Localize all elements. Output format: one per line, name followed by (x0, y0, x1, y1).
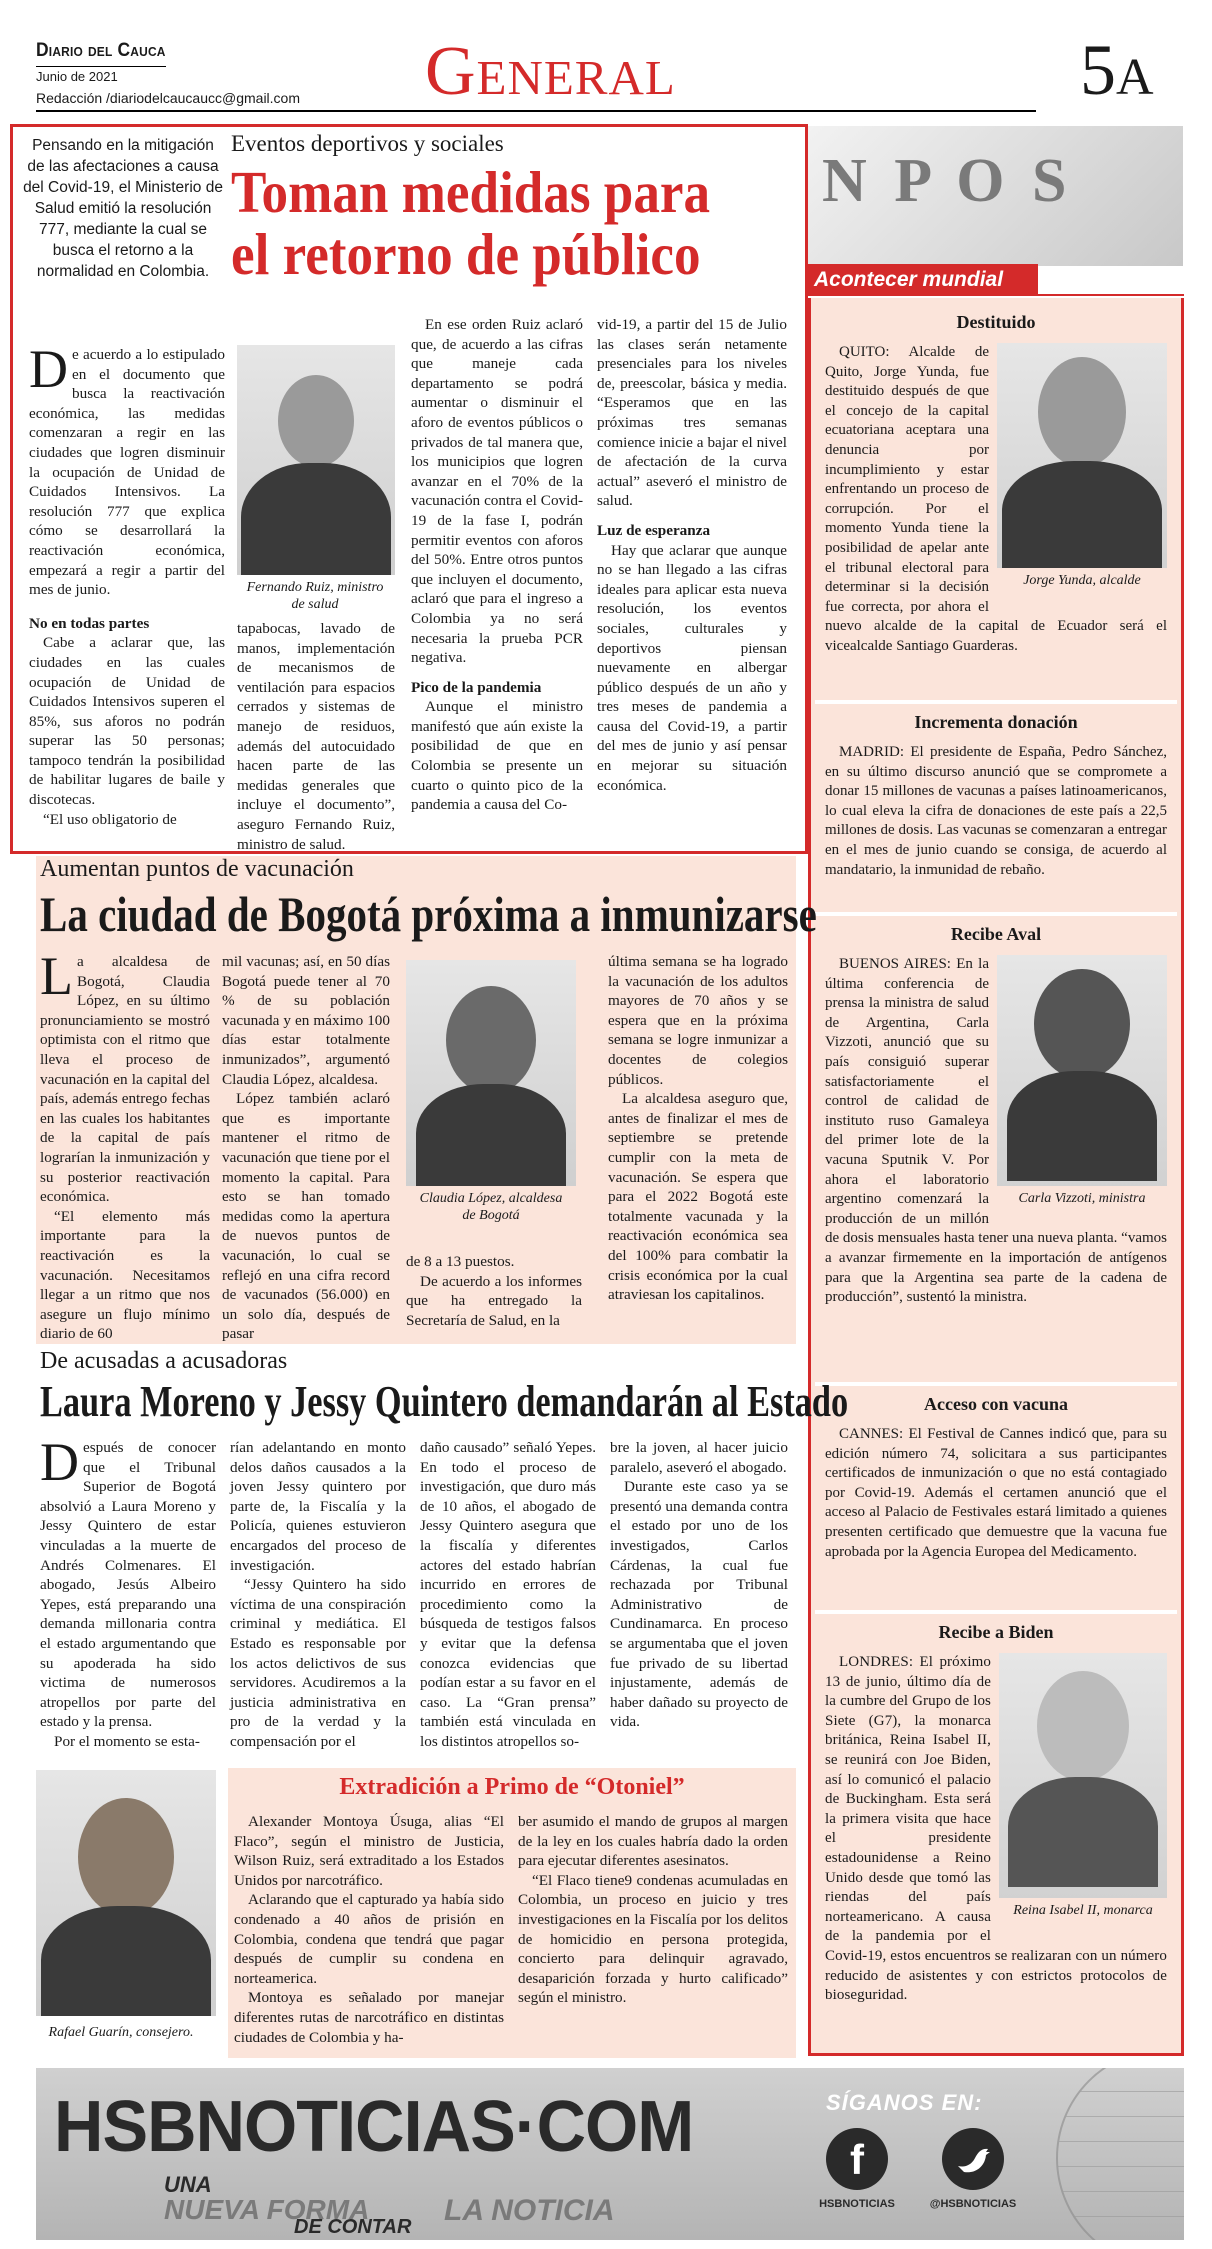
acusadas-col2-p2: “Jessy Quintero ha sido víctima de una conspiración criminal y mediática. El Estado es responsable por los actos delictivos de sus servidores. Acudiremos a la justicia administrativa en pro de la verdad y la compensación por el (230, 1576, 406, 1750)
guarin-photo-body (41, 1906, 211, 2016)
minister-photo (237, 345, 395, 575)
twitter-handle[interactable]: @HSBNOTICIAS (929, 2198, 1017, 2210)
ad-slogan-la-noticia: LA NOTICIA (444, 2194, 615, 2227)
sidebar-item-title: Recibe a Biden (938, 1622, 1054, 1642)
acusadas-column-4 (610, 1438, 788, 1732)
extradicion-col2-p2: “El Flaco tiene9 condenas acumuladas en Colombia, un proceso en juicio y tres investigaciones en la Fiscalía por los delitos de homicidio en persona protegida, concierto para delinquir agravado, desaparición forzada y hurto calificado” según el ministro. (518, 1871, 788, 2007)
masthead (0, 0, 1212, 130)
lead-column-1 (29, 339, 225, 829)
page-number-letter: A (1116, 49, 1154, 106)
twitter-icon[interactable] (942, 2128, 1004, 2190)
section-title: General (425, 33, 676, 110)
footer-ad (36, 2068, 1184, 2240)
extradicion-col1-p2: Aclarando que el capturado ya había sido condenado a 40 años de prisión en Colombia, condena que tendrá que pagar después de cumplir su condena en norteamerica. (234, 1891, 504, 1987)
bogota-col2-p1: mil vacunas; así, en 50 días Bogotá puede tener al 70 % de su población vacunada y en máximo 100 días estar totalmente inmunizados”, argumentó Claudia López, alcaldesa. (222, 953, 390, 1088)
bogota-col4-p2: La alcaldesa aseguro que, antes de finalizar el mes de septiembre se pretende cumplir con la meta de vacunación. Se espera que para el 2022 Bogotá este totalmente vacunada y la reactivación económica sea del 100% para combatir la crisis económica por la cual atraviesan los capitalinos. (608, 1090, 788, 1304)
guarin-photo-head (78, 1798, 174, 1916)
acusadas-col4-p2: Durante este caso ya se presentó una demanda contra el estado por uno de los investigados, Carlos Cárdenas, la cual fue rechazada por Tribunal Administrativo de Cundinamarca. En proceso se argumentaba que el joven fue privado de su libertad injustamente, además de haber dañado su proyecto de vida. (610, 1478, 788, 1731)
sidebar-item-text: MADRID: El presidente de España, Pedro Sánchez, en su último discurso anunció que se compromete a donar 15 millones de vacunas a países latinoamericanos, lo cual eleva la cifra de donaciones de este país a 22,5 millones de dosis. Las vacunas se comenzaran a entregar en el mes de junio cuando se consiga, de acuerdo al mandatario, la inmunidad de rebaño. (825, 744, 1167, 878)
lead-col3-subhead: Pico de la pandemia (411, 678, 542, 696)
bogota-column-4 (608, 952, 788, 1305)
yunda-photo-body (1002, 461, 1162, 571)
bogota-article (36, 856, 817, 1344)
sidebar-item-biden (815, 1612, 1177, 2016)
minister-photo-head (278, 375, 354, 467)
lead-headline: Toman medidas para el retorno de público (231, 159, 710, 287)
bogota-headline: La ciudad de Bogotá próxima a inmunizarse (40, 886, 817, 942)
extradicion-col1-p3: Montoya es señalado por manejar diferentes rutas de narcotráfico en distintas ciudades de Colombia y ha- (234, 1989, 504, 2046)
yunda-caption: Jorge Yunda, alcalde (997, 568, 1167, 593)
acusadas-column-1 (40, 1432, 216, 1752)
lead-col4-subhead: Luz de esperanza (597, 521, 711, 539)
lead-col4-p2: Hay que aclarar que aunque no se han llegado a las cifras ideales para aplicar esta nueva resolución, los eventos sociales, culturales y deportivos piensan nuevamente en albergar público después de un año y tres meses de pandemia a causa del Covid-19, a partir del mes de junio y así pensar en mejorar su situación económica. (597, 541, 787, 794)
queen-photo (999, 1653, 1167, 1923)
lead-col1-p1: De acuerdo a lo estipulado en el documento que busca la reactivación económica, las medidas comenzaran a regir en las ciudades que logren disminuir la ocupación de Unidad de Cuidados Intensivos. La resolución 777 que explica cómo se desarrollará la reactivación económica, empezará a regir a partir del mes de junio. (29, 339, 225, 599)
newspaper-letters-decoration: N P O S (822, 147, 1073, 215)
bogota-col1-p2: “El elemento más importante para la reactivación es la vacunación. Necesitamos llegar a un ritmo que nos asegure un flujo mínimo diario de 60 (40, 1207, 210, 1343)
acusadas-col2-p1: rían adelantando en monto delos daños causados a la joven Jessy quintero por parte de, la Fiscalía y la Policía, quienes estuvieron encargados del proceso de investigación. (230, 1439, 406, 1574)
page-number (1080, 30, 1154, 118)
sidebar-item-text: LONDRES: El próximo 13 de junio, último día de la cumbre del Grupo de los Siete (G7), la monarca británica, Reina Isabel II, se reunirá con Joe Biden, así lo comunicó el palacio de Buckingham. Esta será la primera visita que hace el presidente estadounidense a Reino Unido desde que tomó las riendas del país norteamericano. A causa de la pandemia por el Covid-19, estos encuentros se realizaran con un número reducido de asistentes y con estrictos protocolos de bioseguridad. (825, 1654, 1167, 2004)
acusadas-column-3 (420, 1438, 596, 1752)
lead-col1-p3: “El uso obligatorio de (43, 810, 177, 828)
bogota-col4-p1: última semana se ha logrado la vacunación de los adultos mayores de 70 años y se espera que en la próxima semana se logre inmunizar a docentes de colegios públicos. (608, 953, 788, 1088)
page-number-digit: 5 (1080, 30, 1116, 110)
lead-summary (23, 135, 223, 282)
ad-slogan-una: UNA (164, 2172, 212, 2197)
lead-summary-text: Pensando en la mitigación de las afectaciones a causa del Covid-19, el Ministerio de Salud emitió la resolución 777, mediante la cual se busca el retorno a la normalidad en Colombia. (23, 137, 223, 280)
extradicion-article (228, 1768, 796, 2058)
facebook-icon[interactable]: f (826, 2128, 888, 2190)
bogota-column-3 (406, 1252, 582, 1330)
sidebar-item-title: Recibe Aval (950, 924, 1042, 944)
extradicion-column-2 (518, 1812, 788, 2008)
lead-col4-p1: vid-19, a partir del 15 de Julio las clases serán netamente presenciales para los niveles de, preescolar, básica y media. “Esperamos que en las próximas tres semanas comience inicie a bajar el nivel de afectación de la curva actual” aseveró el ministro de salud. (597, 316, 787, 510)
acusadas-col1-p2: Por el momento se esta- (54, 1732, 200, 1750)
sidebar (808, 298, 1184, 2056)
vizzoti-photo-head (1034, 969, 1130, 1079)
yunda-photo (997, 343, 1167, 593)
ad-brand-suffix: ·COM (514, 2087, 694, 2167)
queen-caption: Reina Isabel II, monarca (999, 1898, 1167, 1923)
lead-col1-subhead: No en todas partes (29, 614, 150, 632)
extradicion-col1-p1: Alexander Montoya Úsuga, alias “El Flaco”, según el ministro de Justicia, Wilson Ruiz, será extraditado a los Estados Unidos por narcotráfico. (234, 1813, 504, 1889)
acusadas-article (36, 1348, 849, 1768)
bogota-col2-p2: López también aclaró que es importante mantener el ritmo de vacunación que tiene por el momento la capital. Para esto se han tomado medidas como la apertura de nuevos puntos de vacunación, lo cual se reflejó en una cifra record de vacunados (56.000) en un solo día, después de pasar (222, 1090, 390, 1343)
acusadas-col3-p1: daño causado” señaló Yepes. En todo el proceso de investigación, que duro más de 10 años, el abogado de Jessy Quintero asegura que la fiscalía y diferentes actores del estado habrían incurrido en errores de procedimiento como la búsqueda de testigos falsos y evitar que la defensa conozca evidencias que podían estar a su favor en el caso. La “Gran prensa” también está vinculada en los distintos atropellos so- (420, 1439, 596, 1750)
lead-column-4 (597, 315, 787, 795)
sidebar-item-aval (815, 914, 1177, 1384)
bogota-kicker: Aumentan puntos de vacunación (40, 856, 354, 882)
vizzoti-photo-body (1007, 1071, 1157, 1181)
sidebar-item-incrementa (815, 702, 1177, 914)
sidebar-item-title: Destituido (956, 312, 1036, 332)
acusadas-column-2 (230, 1438, 406, 1752)
guarin-caption: Rafael Guarín, consejero. (48, 2025, 194, 2040)
acusadas-kicker: De acusadas a acusadoras (40, 1348, 288, 1374)
issue-date: Junio de 2021 (36, 69, 118, 84)
sidebar-banner-image (808, 126, 1183, 266)
sidebar-item-destituido (815, 304, 1177, 702)
minister-photo-body (241, 463, 391, 575)
ad-brand (54, 2086, 693, 2168)
lead-col1-p2: Cabe a aclarar que, las ciudades en las cuales ocupación de Unidad de Cuidados Intensivos superen el 85%, sus aforos no podrán superar las 50 personas; tampoco tendrán la posibilidad de habilitar lugares de baile y discotecas. (29, 634, 225, 809)
globe-icon (1056, 2068, 1184, 2240)
acusadas-headline: Laura Moreno y Jessy Quintero demandarán al Estado (40, 1377, 849, 1426)
sidebar-banner-label: Acontecer mundial (808, 264, 1038, 296)
bogota-column-1 (40, 946, 210, 1344)
sidebar-item-title: Acceso con vacuna (924, 1394, 1068, 1414)
lead-col3-p1: En ese orden Ruiz aclaró que, de acuerdo a las cifras que maneje cada departamento se podrá aumentar o disminuir el aforo de eventos públicos o privados de tal manera que, los municipios que logren avanzar en el 70% de la vacunación contra el Covid-19 de la fase I, podrán permitir eventos con aforos del 50%. Entre otros puntos que incluyen el documento, aclaró que para el ingreso a Colombia ya no será necesaria la prueba PCR negativa. (411, 316, 583, 667)
lead-column-3 (411, 315, 583, 815)
bogota-column-2 (222, 952, 390, 1344)
lead-column-2 (237, 619, 395, 854)
facebook-handle[interactable]: HSBNOTICIAS (819, 2198, 895, 2210)
ad-slogan-nueva-forma: NUEVA FORMA (164, 2194, 370, 2225)
minister-caption: Fernando Ruiz, ministro de salud (246, 580, 384, 612)
sidebar-item-text: CANNES: El Festival de Cannes indicó que, para su edición número 74, solicitara a sus participantes certificados de inmunización o que no está contagiado por Covid-19. Además el certamen anunció que el acceso al Palacio de Festivales estará limitado a quienes presenten certificado que demuestre que la vacuna fue aprobada por la Agencia Europea del Medicamento. (825, 1426, 1167, 1560)
guarin-photo (36, 1770, 216, 2016)
sidebar-item-acceso (815, 1384, 1177, 1612)
acusadas-col4-p1: bre la joven, al hacer juicio paralelo, aseveró el abogado. (610, 1439, 788, 1476)
yunda-photo-head (1038, 357, 1126, 467)
vizzoti-caption: Carla Vizzoti, ministra (997, 1186, 1167, 1211)
paper-name-rule (36, 66, 166, 67)
lopez-photo-head (446, 986, 536, 1094)
extradicion-column-1 (234, 1812, 504, 2047)
queen-photo-body (1008, 1777, 1158, 1887)
extradicion-col2-p1: ber asumido el mando de grupos al margen de la ley en los cuales habría dado la orden para ejecutar diferentes asesinatos. (518, 1813, 788, 1870)
bogota-col3-a: de 8 a 13 puestos. (406, 1253, 515, 1270)
lead-col2-p1: tapabocas, lavado de manos, implementación de mecanismos de ventilación para espacios cerrados y sistemas de manejo de residuos, además del autocuidado hacen parte de las medidas generales que incluye el documento”, aseguro Fernando Ruiz, ministro de salud. (237, 620, 395, 853)
queen-photo-head (1037, 1671, 1129, 1781)
ad-brand-name: HSBNOTICIAS (54, 2087, 515, 2167)
ad-follow-label: SÍGANOS EN: (826, 2090, 983, 2115)
lopez-caption: Claudia López, alcaldesa de Bogotá (419, 1191, 563, 1223)
acusadas-col1-p1: Después de conocer que el Tribunal Superior de Bogotá absolvió a Laura Moreno y Jessy Quintero de estar vinculadas a la muerte de Andrés Colmenares. El abogado, Jesús Albeiro Yepes, está preparando una demanda millonaria contra el estado argumentando que su apoderada ha sido victima de numerosos atropellos por parte del estado y la prensa. (40, 1432, 216, 1731)
sidebar-banner-rule (1038, 294, 1184, 296)
vizzoti-photo (997, 955, 1167, 1211)
sidebar-item-text: QUITO: Alcalde de Quito, Jorge Yunda, fue destituido después de que el concejo de la capital ecuatoriana aceptara una denuncia por incumplimiento y estar enfrentando un proceso de corrupción. Por el momento Yunda tiene la posibilidad de apelar ante el tribunal electoral para determinar si la decisión fue correcta, por ahora el nuevo alcalde de la capital de Ecuador será el vicealcalde Santiago Guarderas. (825, 344, 1167, 654)
lead-kicker: Eventos deportivos y sociales (231, 131, 504, 156)
bogota-col3-b: De acuerdo a los informes que ha entregado la Secretaría de Salud, en la (406, 1272, 582, 1329)
sidebar-item-text: BUENOS AIRES: En la última conferencia de prensa la ministra de salud de Argentina, Carla Vizzoti, anunció que su país consiguió superar satisfactoriamente el control de calidad de instituto ruso Gamaleya del primer lote de la vacuna Sputnik V. Por ahora el laboratorio argentino comenzará la producción de un millón de dosis mensuales hasta tener una nueva planta. “vamos a avanzar firmemente en la importación de antígenos para que la Argentina sea parte de la cadena de producción”, sustentó la ministra. (825, 956, 1167, 1306)
sidebar-item-title: Incrementa donación (914, 712, 1078, 732)
bogota-col1-p1: La alcaldesa de Bogotá, Claudia López, en su último pronunciamiento se mostró optimista con el ritmo que lleva el proceso de vacunación en la capital del país, además entrego fechas en las cuales los habitantes de la capital de país lograrían la inmunización y su posterior reactivación económica. (40, 946, 210, 1206)
contact-email: Redacción /diariodelcaucaucc@gmail.com (36, 90, 301, 106)
ad-slogan-de-contar: DE CONTAR (294, 2216, 412, 2238)
paper-name: Diario del Cauca (36, 40, 166, 61)
twitter-bird-glyph (942, 2128, 1004, 2190)
lead-col3-p2: Aunque el ministro manifestó que aún existe la posibilidad de que en Colombia se presente un cuarto o quinto pico de la pandemia a causa del Co- (411, 698, 583, 814)
extradicion-headline: Extradición a Primo de “Otoniel” (339, 1774, 685, 1800)
lopez-photo (406, 960, 576, 1186)
lead-article (10, 124, 808, 854)
lopez-photo-body (416, 1084, 566, 1186)
